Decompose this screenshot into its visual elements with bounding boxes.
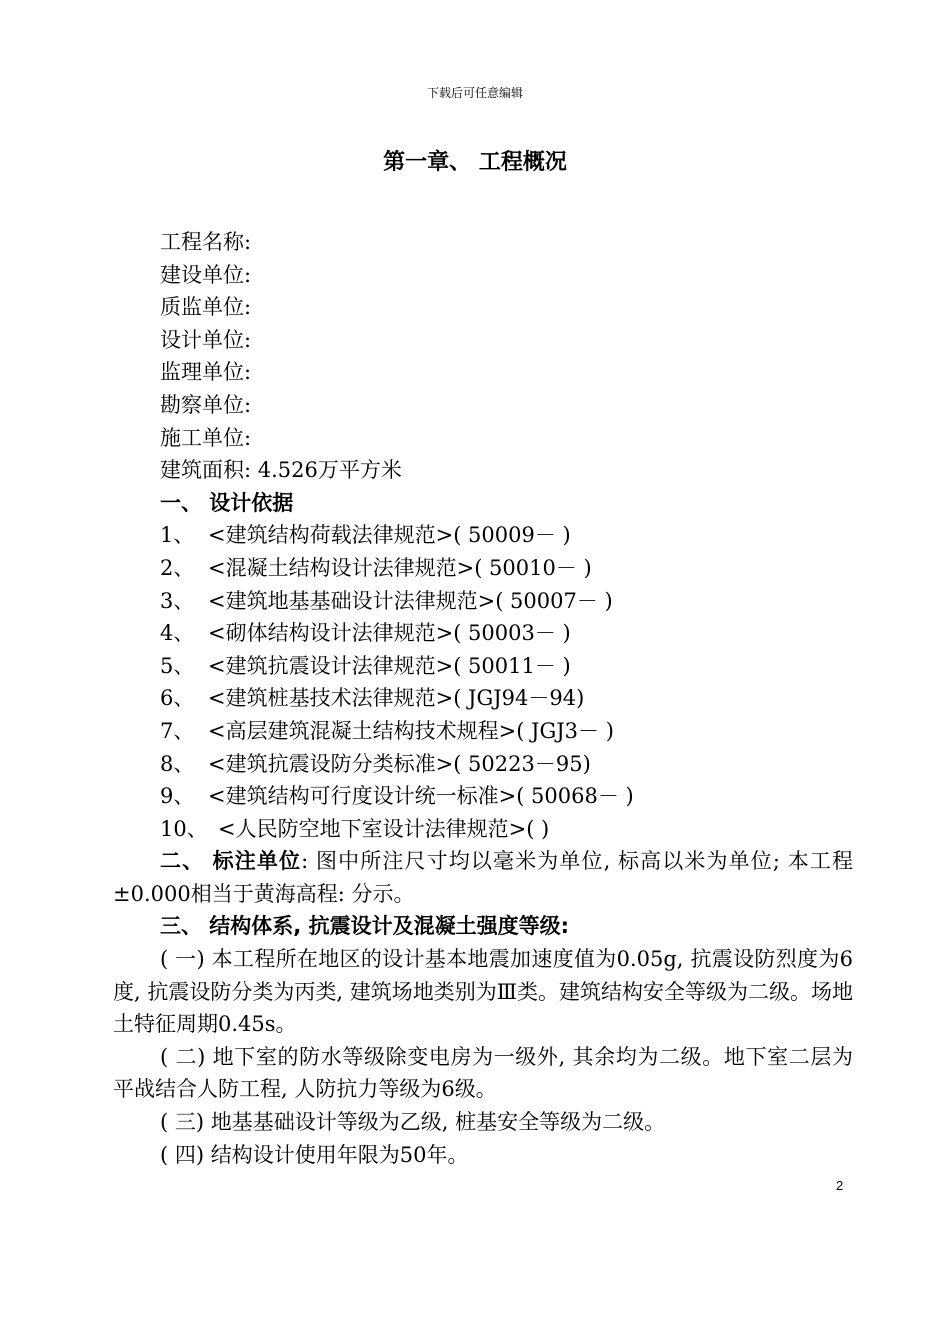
reference-text: <混凝土结构设计法律规范>( 50010－ ) bbox=[208, 555, 592, 580]
reference-text: <建筑地基基础设计法律规范>( 50007－ ) bbox=[208, 588, 613, 613]
quality-supervision-line: 质监单位: bbox=[160, 295, 252, 320]
section-3-paragraph-2: ( 二) 地下室的防水等级除变电房为一级外, 其余均为二级。地下室二层为平战结合人防工程, 人防抗力等级为6级。 bbox=[113, 1044, 853, 1102]
page-number: 2 bbox=[836, 1178, 844, 1193]
reference-number: 6、 bbox=[160, 686, 195, 711]
section-2-heading: 二、 标注单位 bbox=[160, 849, 302, 874]
reference-text: <建筑抗震设计法律规范>( 50011－ ) bbox=[208, 653, 571, 678]
reference-item bbox=[113, 813, 853, 846]
section-3-heading: 三、 结构体系, 抗震设计及混凝土强度等级: bbox=[160, 914, 569, 939]
reference-item bbox=[113, 552, 853, 585]
reference-item bbox=[113, 682, 853, 715]
reference-text: <人民防空地下室设计法律规范>( ) bbox=[218, 816, 550, 841]
page-header: 下载后可任意编辑 bbox=[426, 86, 523, 100]
reference-number: 10、 bbox=[160, 816, 208, 841]
section-3-paragraph-3: ( 三) 地基基础设计等级为乙级, 桩基安全等级为二级。 bbox=[160, 1110, 666, 1135]
section-2-text: : 图中所注尺寸均以毫米为单位, 标高以米为单位; 本工程±0.000相当于黄海高程: 分示。 bbox=[113, 849, 853, 906]
chapter-title: 第一章、 工程概况 bbox=[383, 150, 567, 175]
reference-number: 3、 bbox=[160, 588, 195, 613]
project-name-line: 工程名称: bbox=[160, 230, 252, 254]
reference-text: <建筑桩基技术法律规范>( JGJ94－94) bbox=[208, 686, 585, 711]
reference-text: <建筑抗震设防分类标准>( 50223－95) bbox=[208, 751, 591, 776]
building-area-line: 建筑面积: 4.526万平方米 bbox=[160, 458, 402, 483]
reference-number: 7、 bbox=[160, 718, 195, 743]
reference-item bbox=[113, 617, 853, 650]
reference-number: 4、 bbox=[160, 621, 195, 646]
reference-item bbox=[113, 519, 853, 552]
section-3-paragraph-1: ( 一) 本工程所在地区的设计基本地震加速度值为0.05g, 抗震设防烈度为6度, 抗震设防分类为丙类, 建筑场地类别为Ⅲ类。建筑结构安全等级为二级。场地土特征周期0.45s。 bbox=[113, 947, 853, 1037]
reference-number: 9、 bbox=[160, 784, 195, 809]
construction-unit-line: 建设单位: bbox=[160, 262, 252, 287]
section-1-heading: 一、 设计依据 bbox=[160, 490, 294, 515]
reference-item bbox=[113, 650, 853, 683]
reference-text: <建筑结构荷载法律规范>( 50009－ ) bbox=[208, 523, 571, 548]
reference-item bbox=[113, 780, 853, 813]
reference-number: 8、 bbox=[160, 751, 195, 776]
survey-unit-line: 勘察单位: bbox=[160, 392, 252, 417]
contractor-line: 施工单位: bbox=[160, 425, 252, 450]
section-2-paragraph bbox=[113, 845, 853, 910]
reference-item bbox=[113, 585, 853, 618]
reference-number: 1、 bbox=[160, 523, 195, 548]
reference-item bbox=[113, 748, 853, 781]
design-unit-line: 设计单位: bbox=[160, 327, 252, 352]
reference-number: 5、 bbox=[160, 653, 195, 678]
reference-item bbox=[113, 715, 853, 748]
section-3-paragraph-4: ( 四) 结构设计使用年限为50年。 bbox=[160, 1142, 469, 1167]
document-body bbox=[113, 226, 853, 1171]
reference-text: <建筑结构可行度设计统一标准>( 50068－ ) bbox=[208, 784, 634, 809]
reference-text: <高层建筑混凝土结构技术规程>( JGJ3－ ) bbox=[208, 718, 614, 743]
supervision-unit-line: 监理单位: bbox=[160, 360, 252, 385]
reference-number: 2、 bbox=[160, 555, 195, 580]
reference-text: <砌体结构设计法律规范>( 50003－ ) bbox=[208, 621, 571, 646]
